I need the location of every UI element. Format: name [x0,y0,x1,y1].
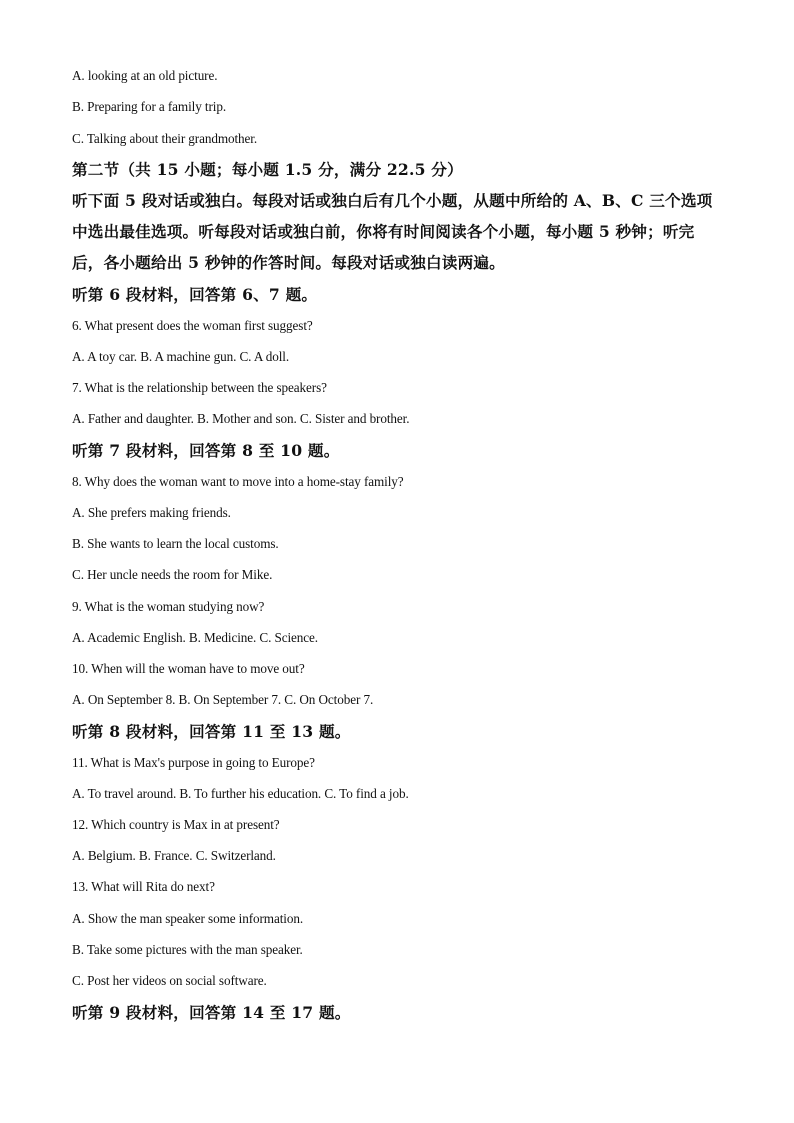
question-13: 13. What will Rita do next? [72,879,215,894]
question-7-options: A. Father and daughter. B. Mother and son. C. Sister and brother. [72,411,410,426]
instructions-line-2: 中选出最佳选项。听每段对话或独白前，你将有时间阅读各个小题，每小题 5 秒钟；听完 [72,222,695,241]
question-12-options: A. Belgium. B. France. C. Switzerland. [72,848,276,863]
section-heading: 第二节（共 15 小题；每小题 1.5 分，满分 22.5 分） [72,160,463,179]
question-8-option-c: C. Her uncle needs the room for Mike. [72,567,273,582]
question-11-options: A. To travel around. B. To further his education. C. To find a job. [72,786,409,801]
option-c-line: C. Talking about their grandmother. [72,131,258,146]
question-12: 12. Which country is Max in at present? [72,817,280,832]
question-11: 11. What is Max's purpose in going to Europe? [72,755,315,770]
option-b-line: B. Preparing for a family trip. [72,99,227,114]
question-6: 6. What present does the woman first suggest? [72,318,313,333]
question-13-option-b: B. Take some pictures with the man speaker. [72,942,303,957]
material-9-heading: 听第 9 段材料，回答第 14 至 17 题。 [72,1003,351,1022]
question-9-options: A. Academic English. B. Medicine. C. Science. [72,630,319,645]
material-6-heading: 听第 6 段材料，回答第 6、7 题。 [72,285,318,304]
question-10: 10. When will the woman have to move out? [72,661,305,676]
question-9: 9. What is the woman studying now? [72,599,265,614]
question-7: 7. What is the relationship between the speakers? [72,380,327,395]
question-8: 8. Why does the woman want to move into a home-stay family? [72,474,404,489]
question-10-options: A. On September 8. B. On September 7. C. On October 7. [72,692,374,707]
question-13-option-c: C. Post her videos on social software. [72,973,267,988]
question-13-option-a: A. Show the man speaker some information. [72,911,304,926]
instructions-line-3: 后，各小题给出 5 秒钟的作答时间。每段对话或独白读两遍。 [72,253,505,272]
instructions-line-1: 听下面 5 段对话或独白。每段对话或独白后有几个小题，从题中所给的 A、B、C 三个选项 [72,191,713,210]
material-8-heading: 听第 8 段材料，回答第 11 至 13 题。 [72,722,351,741]
question-6-options: A. A toy car. B. A machine gun. C. A doll. [72,349,290,364]
material-7-heading: 听第 7 段材料，回答第 8 至 10 题。 [72,441,340,460]
question-8-option-b: B. She wants to learn the local customs. [72,536,279,551]
option-a-line: A. looking at an old picture. [72,68,218,83]
question-8-option-a: A. She prefers making friends. [72,505,231,520]
